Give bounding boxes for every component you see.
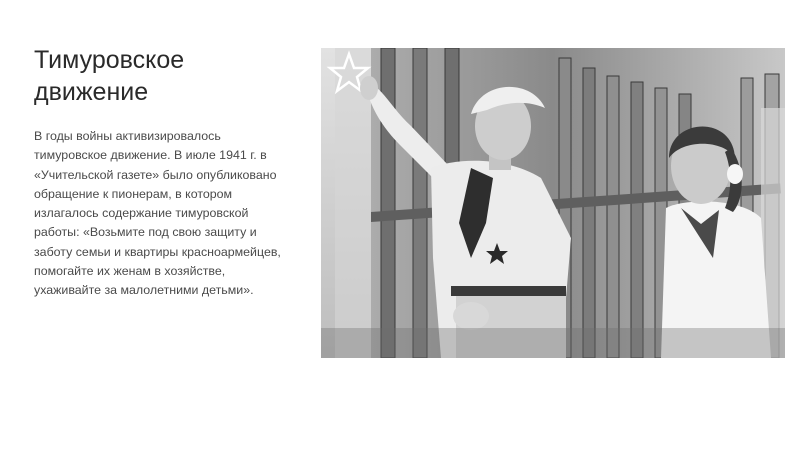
slide-body-text: В годы войны активизировалось тимуровское движение. В июле 1941 г. в «Учительской газете» было опубликовано обращение к пионерам, в котором излагалось содержание тимуровской работы: «Возьмите под свою защиту и заботу семьи и квартиры красноармейцев, помогайте их женам в хозяйстве, ухаживайте за малолетними детьми». (34, 129, 281, 298)
slide-title (34, 44, 304, 108)
historical-photo (321, 48, 785, 358)
title-line-1: Тимуровское (34, 46, 185, 74)
title-line-2: движение (34, 78, 149, 106)
